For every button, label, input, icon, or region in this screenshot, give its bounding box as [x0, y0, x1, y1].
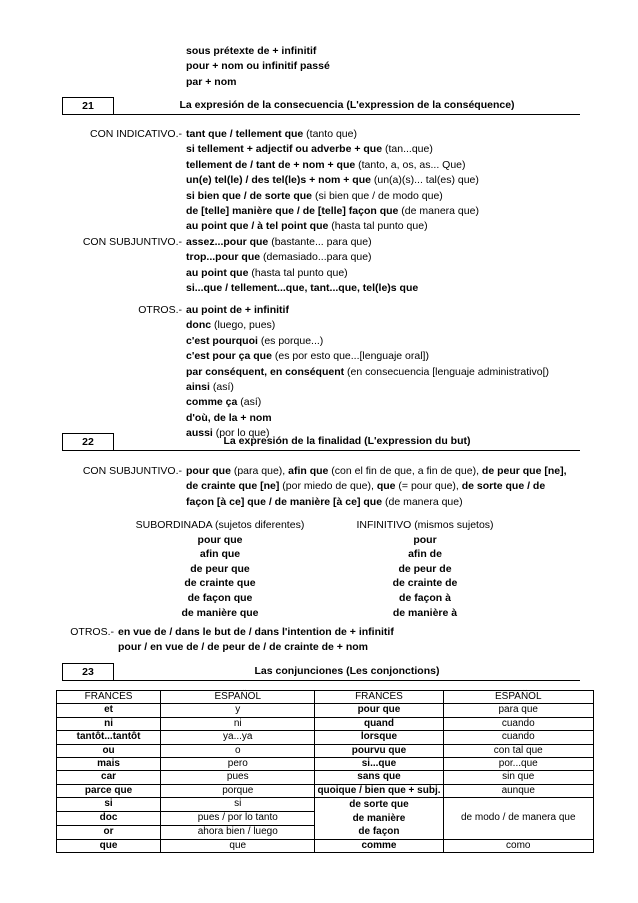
table-header: ESPAÑOL: [161, 691, 315, 704]
table-row: [57, 744, 594, 757]
table-cell: si: [57, 798, 161, 812]
table-header-row: [57, 691, 594, 704]
table-cell: or: [57, 825, 161, 839]
translation-note: (con el fin de que, a fin de que),: [328, 465, 482, 477]
text-line: [186, 158, 479, 173]
merged-line: de sorte que: [349, 799, 409, 811]
translation-note: (por lo que): [212, 427, 270, 440]
indicativo-list: [186, 127, 479, 235]
translation-note: (si bien que / de modo que): [312, 189, 443, 202]
table-cell: [315, 798, 443, 840]
table-cell: cuando: [443, 717, 594, 730]
bold-term: par conséquent, en conséquent: [186, 365, 345, 378]
column-item: afin que: [199, 548, 241, 561]
translation-note: (un(a)(s)... tal(es) que): [370, 174, 479, 187]
column-item: afin de: [408, 548, 442, 561]
text-line: [186, 303, 549, 318]
translation-note: (hasta tal punto que): [328, 220, 428, 233]
section-23-header: [62, 663, 580, 681]
merged-line: de manière: [352, 812, 406, 824]
text-line: [186, 189, 479, 204]
table-cell: pues / por lo tanto: [161, 812, 315, 826]
table-row: [57, 784, 594, 797]
text-line: [186, 127, 479, 142]
table-cell: ahora bien / luego: [161, 825, 315, 839]
translation-note: (luego, pues): [211, 319, 276, 332]
table-cell: et: [57, 704, 161, 717]
table-row: [57, 731, 594, 744]
section-21-header: [62, 97, 580, 115]
table-header: ESPAÑOL: [443, 691, 594, 704]
table-row: [57, 704, 594, 717]
table-cell: quoique / bien que + subj.: [315, 784, 443, 797]
translation-note: (de manera que): [398, 205, 479, 218]
text-line: [186, 266, 418, 281]
table-cell: y: [161, 704, 315, 717]
column-item: de façon que: [187, 591, 253, 604]
table-cell: que: [57, 839, 161, 852]
table-row: [57, 798, 594, 812]
text-line: [186, 479, 567, 494]
column-item: de peur de: [398, 562, 452, 575]
translation-note: (para que),: [230, 465, 289, 477]
column-item: de manière que: [181, 606, 259, 619]
bold-term: c'est pour ça que: [186, 350, 272, 363]
table-cell: ni: [161, 717, 315, 730]
table-cell: aunque: [443, 784, 594, 797]
bold-term: façon [à ce] que / de manière [à ce] que: [186, 495, 383, 508]
table-cell: o: [161, 744, 315, 757]
column-item: pour: [413, 533, 437, 546]
bold-term: tellement de / tant de + nom + que: [186, 158, 356, 171]
table-cell: que: [161, 839, 315, 852]
text-line: [186, 464, 567, 479]
section-number: 22: [62, 433, 114, 450]
bold-term: d'où, de la + nom: [186, 411, 272, 424]
text-line: par + nom: [186, 75, 237, 88]
table-cell: pues: [161, 771, 315, 784]
table-cell: porque: [161, 784, 315, 797]
bold-term: si...que / tellement...que, tant...que, tel(le)s que: [186, 282, 419, 295]
bold-term: que: [376, 480, 396, 493]
translation-note: (así): [237, 396, 262, 409]
text-line: [186, 235, 418, 250]
translation-note: (= pour que),: [395, 480, 462, 493]
table-cell: cuando: [443, 731, 594, 744]
text-line: pour / en vue de / de peur de / de crainte de + nom: [118, 641, 369, 654]
bold-term: pour que: [186, 465, 231, 477]
bold-term: tant que / tellement que: [186, 128, 304, 140]
bold-term: au point de + infinitif: [186, 304, 289, 316]
table-cell: lorsque: [315, 731, 443, 744]
text-line: [186, 395, 549, 410]
table-cell: pour que: [315, 704, 443, 717]
bold-term: au point que: [186, 266, 249, 279]
translation-note: (de manera que): [382, 495, 463, 508]
text-line: [186, 334, 549, 349]
table-row: [57, 839, 594, 852]
bold-term: trop...pour que: [186, 251, 261, 264]
table-cell: ou: [57, 744, 161, 757]
column-item: pour que: [197, 533, 243, 546]
table-cell: sin que: [443, 771, 594, 784]
label-otros: OTROS.-: [70, 626, 114, 638]
table-cell: doc: [57, 812, 161, 826]
table-cell: pourvu que: [315, 744, 443, 757]
bold-term: au point que / à tel point que: [186, 220, 329, 233]
conjunctions-table: [56, 690, 594, 853]
translation-note: (es porque...): [257, 334, 324, 347]
text-line: [186, 281, 418, 296]
otros-list: [186, 303, 549, 442]
text-line: [186, 380, 549, 395]
label-indicativo: CON INDICATIVO.-: [90, 128, 182, 140]
column-item: de peur que: [190, 562, 250, 575]
column-item: de manière à: [392, 606, 458, 619]
table-cell: ya...ya: [161, 731, 315, 744]
section-title: La expresión de la consecuencia (L'expression de la conséquence): [179, 99, 515, 111]
column-title: SUBORDINADA (sujetos diferentes): [135, 519, 305, 531]
infinitivo-column: [340, 518, 510, 620]
bold-term: de crainte que [ne]: [186, 480, 280, 493]
section-title: La expresión de la finalidad (L'expression du but): [223, 435, 471, 447]
table-cell: si: [161, 798, 315, 812]
section-22-header: [62, 433, 580, 451]
table-cell: con tal que: [443, 744, 594, 757]
table-cell: ni: [57, 717, 161, 730]
text-line: [186, 349, 549, 364]
translation-note: (hasta tal punto que): [248, 266, 348, 279]
section-number: 23: [62, 663, 114, 680]
table-cell: car: [57, 771, 161, 784]
text-line: en vue de / dans le but de / dans l'intention de + infinitif: [118, 626, 394, 638]
subjuntivo-list: [186, 464, 567, 510]
table-header: FRANCÉS: [315, 691, 443, 704]
text-line: [186, 318, 549, 333]
table-row: [57, 717, 594, 730]
text-line: [186, 219, 479, 234]
bold-term: afin que: [288, 465, 329, 477]
table-cell: tantôt...tantôt: [57, 731, 161, 744]
text-line: [186, 250, 418, 265]
table-cell: mais: [57, 758, 161, 771]
translation-note: (tan...que): [382, 143, 433, 156]
bold-term: si bien que / de sorte que: [186, 189, 313, 202]
column-title: INFINITIVO (mismos sujetos): [356, 519, 494, 531]
table-cell: comme: [315, 839, 443, 852]
text-line: [186, 365, 549, 380]
table-header: FRANCÉS: [57, 691, 161, 704]
table-cell: si...que: [315, 758, 443, 771]
subjuntivo-list: [186, 235, 418, 297]
table-row: [57, 771, 594, 784]
column-item: de crainte que: [184, 577, 256, 590]
bold-term: de [telle] manière que / de [telle] façon que: [186, 205, 399, 218]
section-number: 21: [62, 97, 114, 114]
table-row: [57, 758, 594, 771]
bold-term: c'est pourquoi: [186, 334, 258, 347]
translation-note: (en consecuencia [lenguaje administrativo[): [344, 365, 549, 378]
label-otros: OTROS.-: [138, 304, 182, 316]
text-line: pour + nom ou infinitif passé: [186, 60, 330, 73]
translation-note: (es por esto que...[lenguaje oral]): [271, 350, 429, 363]
bold-term: un(e) tel(le) / des tel(le)s + nom + que: [186, 174, 371, 187]
subordinada-column: [120, 518, 320, 620]
translation-note: (tanto que): [303, 128, 357, 140]
table-cell: sans que: [315, 771, 443, 784]
translation-note: (por miedo de que),: [279, 480, 377, 493]
bold-term: comme ça: [186, 396, 238, 409]
text-line: [186, 495, 567, 510]
bold-term: aussi: [186, 427, 213, 440]
text-line: sous prétexte de + infinitif: [186, 45, 317, 57]
table-cell: por...que: [443, 758, 594, 771]
bold-term: si tellement + adjectif ou adverbe + que: [186, 143, 383, 156]
top-lines: [186, 44, 330, 90]
bold-term: assez...pour que: [186, 236, 269, 248]
bold-term: donc: [186, 319, 212, 332]
translation-note: (bastante... para que): [268, 236, 372, 248]
text-line: [186, 142, 479, 157]
translation-note: (así): [209, 381, 234, 394]
table-cell: como: [443, 839, 594, 852]
bold-term: ainsi: [186, 381, 210, 394]
table-cell: parce que: [57, 784, 161, 797]
table-cell: para que: [443, 704, 594, 717]
merged-line: de façon: [358, 826, 400, 838]
label-subjuntivo: CON SUBJUNTIVO.-: [82, 465, 182, 477]
table-cell: quand: [315, 717, 443, 730]
otros-list: [118, 625, 394, 656]
label-subjuntivo: CON SUBJUNTIVO.-: [82, 236, 182, 248]
text-line: [186, 173, 479, 188]
bold-term: de sorte que / de: [461, 480, 546, 493]
translation-note: (tanto, a, os, as... Que): [355, 158, 466, 171]
table-cell: pero: [161, 758, 315, 771]
column-item: de crainte de: [392, 577, 458, 590]
text-line: [186, 204, 479, 219]
text-line: [186, 411, 549, 426]
column-item: de façon à: [399, 591, 451, 604]
section-title: Las conjunciones (Les conjonctions): [254, 665, 440, 677]
bold-term: de peur que [ne],: [481, 465, 567, 477]
translation-note: (demasiado...para que): [260, 251, 372, 264]
table-cell: de modo / de manera que: [443, 798, 594, 840]
